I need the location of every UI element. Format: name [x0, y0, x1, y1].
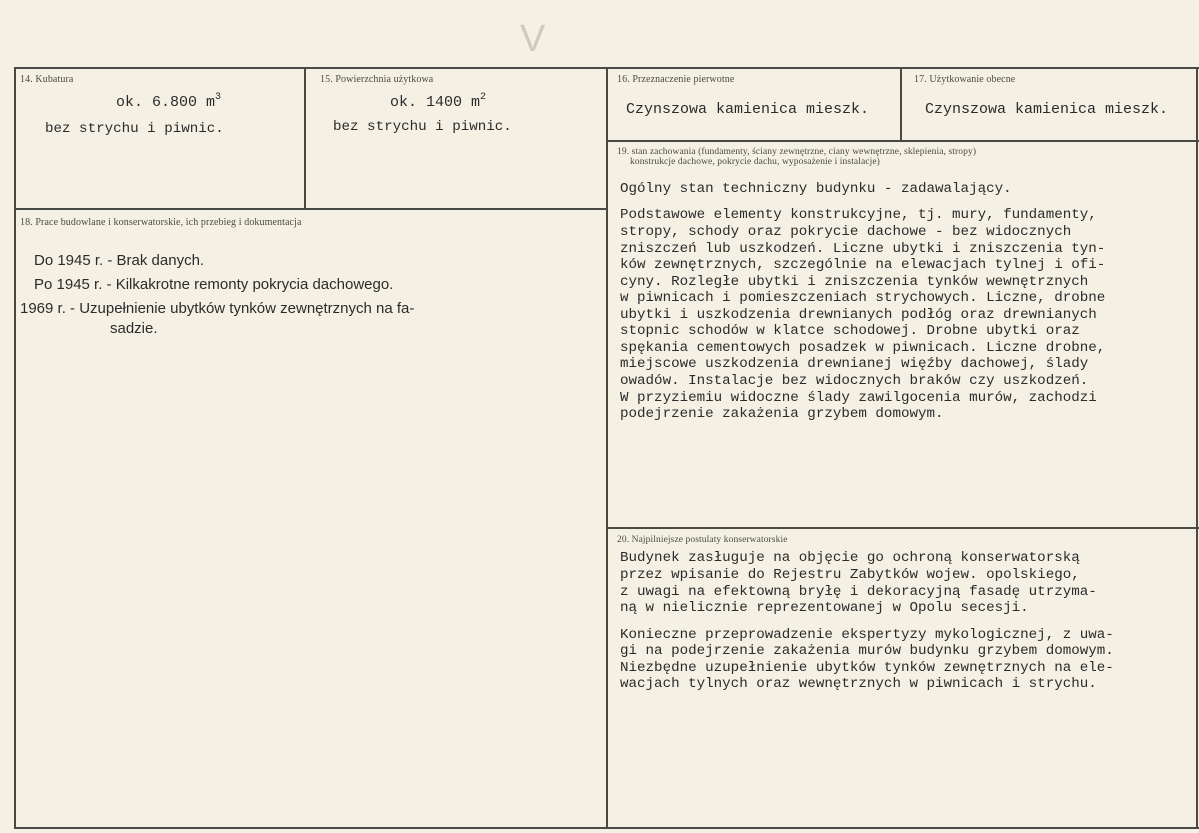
field-14-label: 14. Kubatura: [20, 74, 74, 85]
field-19-line: owadów. Instalacje bez widocznych braków czy uszkodzeń.: [620, 373, 1089, 389]
field-18-line: 1969 r. - Uzupełnienie ubytków tynków zewnętrznych na fa-: [20, 300, 415, 317]
grid-line-f14-f15: [304, 67, 306, 208]
field-15-area-value: ok. 1400 m: [390, 94, 481, 111]
field-16-value: Czynszowa kamienica mieszk.: [626, 101, 870, 118]
grid-line-middle: [606, 67, 608, 827]
field-17-label: 17. Użytkowanie obecne: [914, 74, 1016, 85]
field-14-note: bez strychu i piwnic.: [45, 121, 224, 137]
field-18-line: Po 1945 r. - Kilkakrotne remonty pokrycia dachowego.: [34, 276, 394, 293]
field-19-line: podejrzenie zakażenia grzybem domowym.: [620, 406, 944, 422]
field-20-label: 20. Najpilniejsze postulaty konserwatorskie: [617, 535, 788, 545]
field-18-line: Do 1945 r. - Brak danych.: [34, 252, 205, 269]
field-19-label: 19. stan zachowania (fundamenty, ściany zewnętrzne, ciany wewnętrzne, sklepienia, stropy): [617, 147, 977, 157]
field-19-line: miejscowe uszkodzenia drewnianej więźby dachowej, ślady: [620, 356, 1089, 372]
grid-line-f16-f19: [606, 140, 1199, 142]
field-19-label-continued: konstrukcje dachowe, pokrycie dachu, wyposażenie i instalacje): [630, 157, 880, 167]
grid-line-row1: [14, 208, 606, 210]
field-19-line: Podstawowe elementy konstrukcyjne, tj. mury, fundamenty,: [620, 207, 1097, 223]
field-19-line: spękania cementowych posadzek w piwnicach. Liczne drobne,: [620, 340, 1106, 356]
field-19-line: stopnic schodów w klatce schodowej. Drobne ubytki oraz: [620, 323, 1080, 339]
field-17-value: Czynszowa kamienica mieszk.: [925, 101, 1169, 118]
grid-line-f19-f20: [606, 527, 1199, 529]
field-20-line: z uwagi na efektowną bryłę i dekoracyjną fasadę utrzyma-: [620, 584, 1097, 600]
field-20-line: Niezbędne uzupełnienie ubytków tynków zewnętrznych na ele-: [620, 660, 1114, 676]
field-19-line: Ogólny stan techniczny budynku - zadawalający.: [620, 181, 1012, 197]
field-20-line: Budynek zasługuje na objęcie go ochroną konserwatorską: [620, 550, 1080, 566]
grid-line-f16-f17: [900, 67, 902, 140]
field-20-line: Konieczne przeprowadzenie ekspertyzy mykologicznej, z uwa-: [620, 627, 1114, 643]
field-19-line: ubytki i uszkodzenia drewnianych podłóg oraz drewnianych: [620, 307, 1097, 323]
field-14-volume-unit-exponent: 3: [215, 92, 222, 103]
field-15-note: bez strychu i piwnic.: [333, 119, 512, 135]
field-20-line: przez wpisanie do Rejestru Zabytków wojew. opolskiego,: [620, 567, 1080, 583]
field-19-line: W przyziemiu widoczne ślady zawilgocenia murów, zachodzi: [620, 390, 1097, 406]
bleed-through-mark: V: [520, 18, 546, 60]
grid-line-left: [14, 67, 16, 827]
field-18-line: sadzie.: [110, 320, 158, 337]
grid-line-bottom: [14, 827, 1199, 829]
field-19-line: cyny. Rozległe ubytki i zniszczenia tynków wewnętrznych: [620, 274, 1089, 290]
field-15-label: 15. Powierzchnia użytkowa: [320, 74, 434, 85]
field-19-line: w piwnicach i pomieszczeniach strychowych. Liczne, drobne: [620, 290, 1106, 306]
field-14-volume-value: ok. 6.800 m: [116, 94, 216, 111]
field-15-area: [390, 92, 486, 111]
field-16-label: 16. Przeznaczenie pierwotne: [617, 74, 735, 85]
field-15-area-unit-exponent: 2: [480, 92, 487, 103]
field-19-line: stropy, schody oraz pokrycie dachowe - bez widocznych: [620, 224, 1072, 240]
field-20-line: wacjach tylnych oraz wewnętrznych w piwnicach i strychu.: [620, 676, 1097, 692]
grid-line-right: [1196, 67, 1198, 827]
field-19-line: ków zewnętrznych, szczególnie na elewacjach tylnej i ofi-: [620, 257, 1106, 273]
field-19-line: zniszczeń lub uszkodzeń. Liczne ubytki i zniszczenia tyn-: [620, 241, 1106, 257]
field-18-label: 18. Prace budowlane i konserwatorskie, ich przebieg i dokumentacja: [20, 217, 302, 228]
field-20-line: ną w nielicznie reprezentowanej w Opolu secesji.: [620, 600, 1029, 616]
field-20-line: gi na podejrzenie zakażenia murów budynku grzybem domowym.: [620, 643, 1114, 659]
field-14-volume: [116, 92, 221, 111]
